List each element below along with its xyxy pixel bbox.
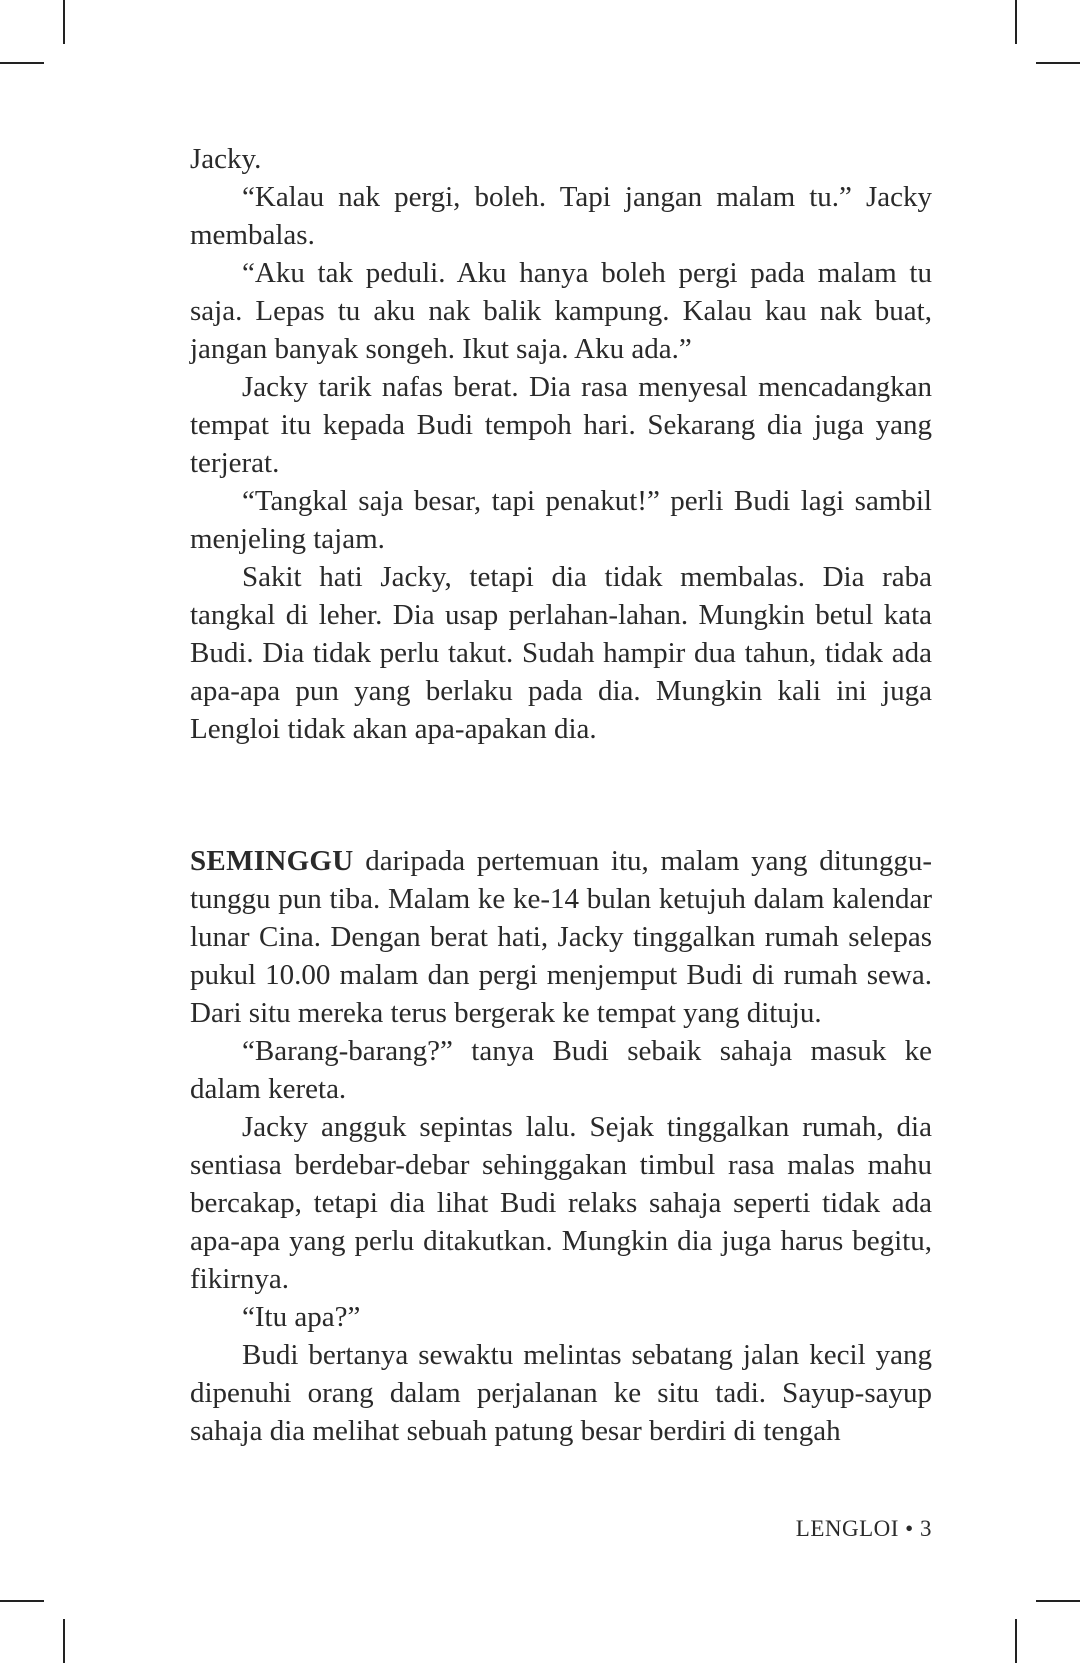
paragraph: Jacky angguk sepintas lalu. Sejak tinggalkan rumah, dia sentiasa berdebar-debar sehinggakan timbul rasa malas mahu bercakap, tetapi dia lihat Budi relaks sahaja seperti tidak ada apa-apa yang perlu ditakutkan. Mungkin dia juga harus begitu, fikirnya. [190, 1111, 932, 1295]
crop-mark-top-right-horizontal [1036, 62, 1080, 64]
section-opening-text: daripada pertemuan itu, malam yang ditunggu-tunggu pun tiba. Malam ke ke-14 bulan ketujuh dalam kalendar lunar Cina. Dengan berat hati, Jacky tinggalkan rumah selepas pukul 10.00 malam dan pergi menjemput Budi di rumah sewa. Dari situ mereka terus bergerak ke tempat yang dituju. [190, 845, 932, 1029]
section-1-body [190, 140, 932, 748]
paragraph: “Kalau nak pergi, boleh. Tapi jangan malam tu.” Jacky membalas. [190, 181, 932, 251]
crop-mark-bottom-right-vertical [1015, 1619, 1017, 1663]
paragraph: “Barang-barang?” tanya Budi sebaik sahaja masuk ke dalam kereta. [190, 1035, 932, 1105]
paragraph: “Aku tak peduli. Aku hanya boleh pergi pada malam tu saja. Lepas tu aku nak balik kampung. Kalau kau nak buat, jangan banyak songeh. Ikut saja. Aku ada.” [190, 257, 932, 365]
paragraph: Jacky. [190, 143, 262, 175]
paragraph: Jacky tarik nafas berat. Dia rasa menyesal mencadangkan tempat itu kepada Budi tempoh hari. Sekarang dia juga yang terjerat. [190, 371, 932, 479]
paragraph: Budi bertanya sewaktu melintas sebatang jalan kecil yang dipenuhi orang dalam perjalanan ke situ tadi. Sayup-sayup sahaja dia melihat sebuah patung besar berdiri di tengah [190, 1339, 932, 1447]
section-2-body [190, 842, 932, 1450]
paragraph: Sakit hati Jacky, tetapi dia tidak membalas. Dia raba tangkal di leher. Dia usap perlahan-lahan. Mungkin betul kata Budi. Dia tidak perlu takut. Sudah hampir dua tahun, tidak ada apa-apa pun yang berlaku pada dia. Mungkin kali ini juga Lengloi tidak akan apa-apakan dia. [190, 561, 932, 745]
section-lead-word: SEMINGGU [190, 845, 354, 877]
paragraph: “Itu apa?” [242, 1301, 361, 1333]
crop-mark-bottom-right-horizontal [1036, 1600, 1080, 1602]
section-opening-paragraph [190, 842, 932, 1032]
paragraph: “Tangkal saja besar, tapi penakut!” perli Budi lagi sambil menjeling tajam. [190, 485, 932, 555]
crop-mark-top-right-vertical [1015, 0, 1017, 44]
crop-mark-top-left-horizontal [0, 62, 44, 64]
running-footer: LENGLOI • 3 [795, 1516, 932, 1541]
crop-mark-bottom-left-horizontal [0, 1600, 44, 1602]
crop-mark-bottom-left-vertical [63, 1619, 65, 1663]
crop-mark-top-left-vertical [63, 0, 65, 44]
